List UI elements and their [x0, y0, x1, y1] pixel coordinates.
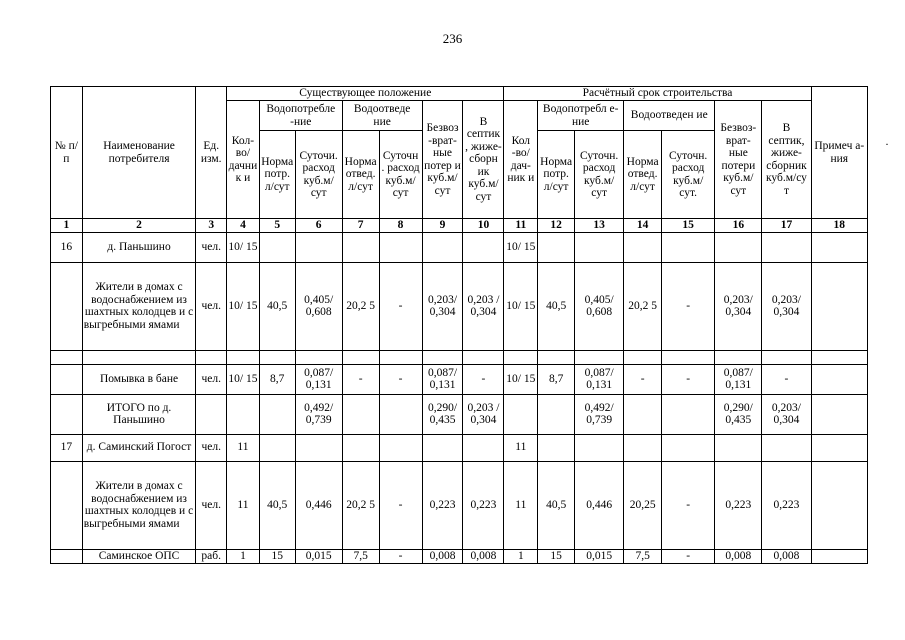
table-row	[51, 232, 868, 262]
table-row	[51, 549, 868, 563]
table-cell: 0,405/ 0,608	[295, 262, 342, 350]
table-cell: 10/ 15	[504, 364, 538, 394]
column-number: 4	[227, 219, 260, 233]
table-cell: 0,203/ 0,304	[422, 262, 463, 350]
consumer-name: Жители в домах с водоснабжением из шахтных колодцев и с выгребными ямами	[82, 262, 196, 350]
table-cell: 0,223	[422, 461, 463, 549]
table-cell: 0,008	[463, 549, 504, 563]
table-cell	[811, 394, 867, 434]
table-cell: чел.	[196, 364, 227, 394]
column-number: 7	[342, 219, 379, 233]
table-cell: -	[342, 364, 379, 394]
table-cell	[624, 232, 662, 262]
header-remark: Примеч а-ния	[811, 87, 867, 219]
table-cell: 0,290/ 0,435	[715, 394, 762, 434]
table-cell: 0,087/ 0,131	[575, 364, 624, 394]
row-number	[51, 364, 83, 394]
header-design-drainage: Водоотведен ие	[624, 101, 715, 131]
table-cell	[762, 434, 811, 461]
page-number: 236	[442, 31, 463, 46]
column-number: 16	[715, 219, 762, 233]
table-cell	[762, 232, 811, 262]
table-cell: 0,492/ 0,739	[295, 394, 342, 434]
table-cell	[196, 350, 227, 364]
column-number: 15	[662, 219, 715, 233]
table-cell	[811, 350, 867, 364]
header-design-daily-use: Суточн. расход куб.м/ сут	[575, 131, 624, 219]
row-number	[51, 549, 83, 563]
header-existing-norm-drain: Норма отвед. л/сут	[342, 131, 379, 219]
column-number: 1	[51, 219, 83, 233]
table-cell: 0,015	[295, 549, 342, 563]
row-number: 16	[51, 232, 83, 262]
table-cell	[295, 434, 342, 461]
table-cell: 0,087/ 0,131	[422, 364, 463, 394]
table-cell	[662, 394, 715, 434]
table-cell	[379, 350, 422, 364]
table-cell: -	[379, 364, 422, 394]
consumer-name: д. Паньшино	[82, 232, 196, 262]
header-existing-septic: В септик , жиже- сборн ик куб.м/ сут	[463, 101, 504, 219]
table-cell: 0,446	[575, 461, 624, 549]
column-number: 8	[379, 219, 422, 233]
table-cell	[715, 434, 762, 461]
header-design-group: Расчётный срок строительства	[504, 87, 811, 101]
header-existing-group: Существующее положение	[227, 87, 504, 101]
table-cell	[715, 350, 762, 364]
header-existing-daily-drain: Суточн . расход куб.м/ сут	[379, 131, 422, 219]
table-cell: 0,405/ 0,608	[575, 262, 624, 350]
table-cell: 20,25	[624, 461, 662, 549]
table-cell: -	[662, 364, 715, 394]
header-design-water-use: Водопотребл е-ние	[538, 101, 624, 131]
table-cell: раб.	[196, 549, 227, 563]
row-number	[51, 350, 83, 364]
table-cell	[575, 434, 624, 461]
table-cell: 10/ 15	[227, 364, 260, 394]
header-number: № п/п	[51, 87, 83, 219]
table-cell	[811, 232, 867, 262]
table-cell: -	[379, 549, 422, 563]
table-cell: 15	[259, 549, 295, 563]
table-cell	[422, 350, 463, 364]
table-cell: -	[379, 262, 422, 350]
column-number: 9	[422, 219, 463, 233]
column-number: 3	[196, 219, 227, 233]
table-cell: 0,223	[762, 461, 811, 549]
row-number	[51, 461, 83, 549]
table-cell: чел.	[196, 262, 227, 350]
column-number: 18	[811, 219, 867, 233]
table-cell: 7,5	[624, 549, 662, 563]
table-cell: 11	[227, 461, 260, 549]
table-cell	[259, 350, 295, 364]
table-cell: -	[662, 461, 715, 549]
table-cell: -	[624, 364, 662, 394]
table-cell: чел.	[196, 434, 227, 461]
table-cell: 0,008	[715, 549, 762, 563]
row-number: 17	[51, 434, 83, 461]
table-cell	[575, 350, 624, 364]
row-number	[51, 262, 83, 350]
table-cell: -	[662, 262, 715, 350]
table-cell	[259, 394, 295, 434]
header-existing-daily-use: Суточи. расход куб.м/ сут	[295, 131, 342, 219]
table-row	[51, 262, 868, 350]
table-cell: чел.	[196, 461, 227, 549]
table-cell: 0,008	[762, 549, 811, 563]
table-cell: 1	[227, 549, 260, 563]
table-cell: чел.	[196, 232, 227, 262]
table-cell	[422, 434, 463, 461]
table-cell: 0,203/ 0,304	[762, 262, 811, 350]
table-cell	[662, 434, 715, 461]
table-cell: 0,015	[575, 549, 624, 563]
table-cell	[422, 232, 463, 262]
consumer-name: Жители в домах с водоснабжением из шахтных колодцев и с выгребными ямами	[82, 461, 196, 549]
table-cell	[624, 350, 662, 364]
table-cell: 10/ 15	[227, 262, 260, 350]
consumer-name	[82, 350, 196, 364]
table-cell	[463, 434, 504, 461]
table-row	[51, 461, 868, 549]
table-cell: 1	[504, 549, 538, 563]
header-design-septic: В септик, жиже- сборник куб.м/су т	[762, 101, 811, 219]
table-cell: 0,290/ 0,435	[422, 394, 463, 434]
header-existing-water-use: Водопотребле -ние	[259, 101, 342, 131]
table-cell: 0,446	[295, 461, 342, 549]
table-cell	[538, 394, 575, 434]
table-cell	[504, 350, 538, 364]
table-cell: 40,5	[259, 461, 295, 549]
column-number: 2	[82, 219, 196, 233]
table-cell	[811, 364, 867, 394]
table-cell: 15	[538, 549, 575, 563]
table-cell: 0,223	[463, 461, 504, 549]
table-cell: 10/ 15	[504, 262, 538, 350]
header-unit: Ед. изм.	[196, 87, 227, 219]
table-cell: -	[662, 549, 715, 563]
table-cell: 0,203/ 0,304	[715, 262, 762, 350]
table-cell: -	[762, 364, 811, 394]
table-cell	[538, 434, 575, 461]
table-cell: -	[463, 364, 504, 394]
table-cell	[259, 232, 295, 262]
table-cell	[811, 434, 867, 461]
header-existing-drainage: Водоотведе ние	[342, 101, 422, 131]
table-cell	[379, 232, 422, 262]
table-cell	[538, 232, 575, 262]
table-cell	[463, 232, 504, 262]
table-cell	[463, 350, 504, 364]
table-cell: 8,7	[538, 364, 575, 394]
table-cell	[342, 350, 379, 364]
table-cell	[342, 394, 379, 434]
table-cell: 0,492/ 0,739	[575, 394, 624, 434]
table-cell: 20,2 5	[342, 262, 379, 350]
table-cell: 40,5	[538, 461, 575, 549]
header-consumer: Наименование потребителя	[82, 87, 196, 219]
table-cell	[342, 434, 379, 461]
table-row	[51, 364, 868, 394]
table-cell	[662, 232, 715, 262]
table-cell	[342, 232, 379, 262]
header-existing-norm-use: Норма потр. л/сут	[259, 131, 295, 219]
table-cell: 0,087/ 0,131	[715, 364, 762, 394]
header-design-norm-drain: Норма отвед. л/сут	[624, 131, 662, 219]
table-cell	[227, 350, 260, 364]
table-row	[51, 394, 868, 434]
table-cell: 11	[227, 434, 260, 461]
table-cell: 20,2 5	[342, 461, 379, 549]
table-cell: 0,203 / 0,304	[463, 394, 504, 434]
table-cell: 11	[504, 461, 538, 549]
margin-mark: ·	[885, 137, 889, 151]
table-cell	[379, 394, 422, 434]
column-number: 17	[762, 219, 811, 233]
table-cell	[662, 350, 715, 364]
table-cell	[196, 394, 227, 434]
table-cell	[624, 434, 662, 461]
column-number: 6	[295, 219, 342, 233]
column-number: 12	[538, 219, 575, 233]
table-cell: 0,203 / 0,304	[463, 262, 504, 350]
table-row	[51, 350, 868, 364]
header-existing-irrecoverable: Безвоз -врат- ные потер и куб.м/ сут	[422, 101, 463, 219]
header-design-daily-drain: Суточн. расход куб.м/ сут.	[662, 131, 715, 219]
table-cell: 8,7	[259, 364, 295, 394]
table-cell	[295, 350, 342, 364]
water-supply-table	[50, 86, 868, 564]
consumer-name: Саминское ОПС	[82, 549, 196, 563]
table-cell: 0,087/ 0,131	[295, 364, 342, 394]
column-number: 14	[624, 219, 662, 233]
header-design-irrecoverable: Безвоз- врат- ные потери куб.м/ сут	[715, 101, 762, 219]
table-cell	[624, 394, 662, 434]
column-number-row	[51, 219, 868, 233]
table-row	[51, 434, 868, 461]
column-number: 5	[259, 219, 295, 233]
header-design-norm-use: Норма потр. л/сут	[538, 131, 575, 219]
table-cell	[379, 434, 422, 461]
table-cell	[504, 394, 538, 434]
table-cell: 11	[504, 434, 538, 461]
table-cell: 10/ 15	[227, 232, 260, 262]
header-existing-count: Кол- во/ дачник и	[227, 101, 260, 219]
table-cell	[227, 394, 260, 434]
table-cell	[811, 461, 867, 549]
table-cell: 0,008	[422, 549, 463, 563]
table-cell	[259, 434, 295, 461]
table-cell	[715, 232, 762, 262]
table-cell	[295, 232, 342, 262]
table-cell	[575, 232, 624, 262]
table-cell: 40,5	[538, 262, 575, 350]
row-number	[51, 394, 83, 434]
table-cell	[811, 549, 867, 563]
column-number: 11	[504, 219, 538, 233]
table-cell	[538, 350, 575, 364]
table-cell	[811, 262, 867, 350]
table-cell: -	[379, 461, 422, 549]
header-design-count: Кол -во/ дач- ник и	[504, 101, 538, 219]
consumer-name: д. Саминский Погост	[82, 434, 196, 461]
table-cell: 0,223	[715, 461, 762, 549]
consumer-name: Помывка в бане	[82, 364, 196, 394]
column-number: 10	[463, 219, 504, 233]
table-cell: 20,2 5	[624, 262, 662, 350]
column-number: 13	[575, 219, 624, 233]
table-cell: 10/ 15	[504, 232, 538, 262]
table-cell: 0,203/ 0,304	[762, 394, 811, 434]
table-cell: 40,5	[259, 262, 295, 350]
table-cell: 7,5	[342, 549, 379, 563]
table-cell	[762, 350, 811, 364]
consumer-name: ИТОГО по д. Паньшино	[82, 394, 196, 434]
